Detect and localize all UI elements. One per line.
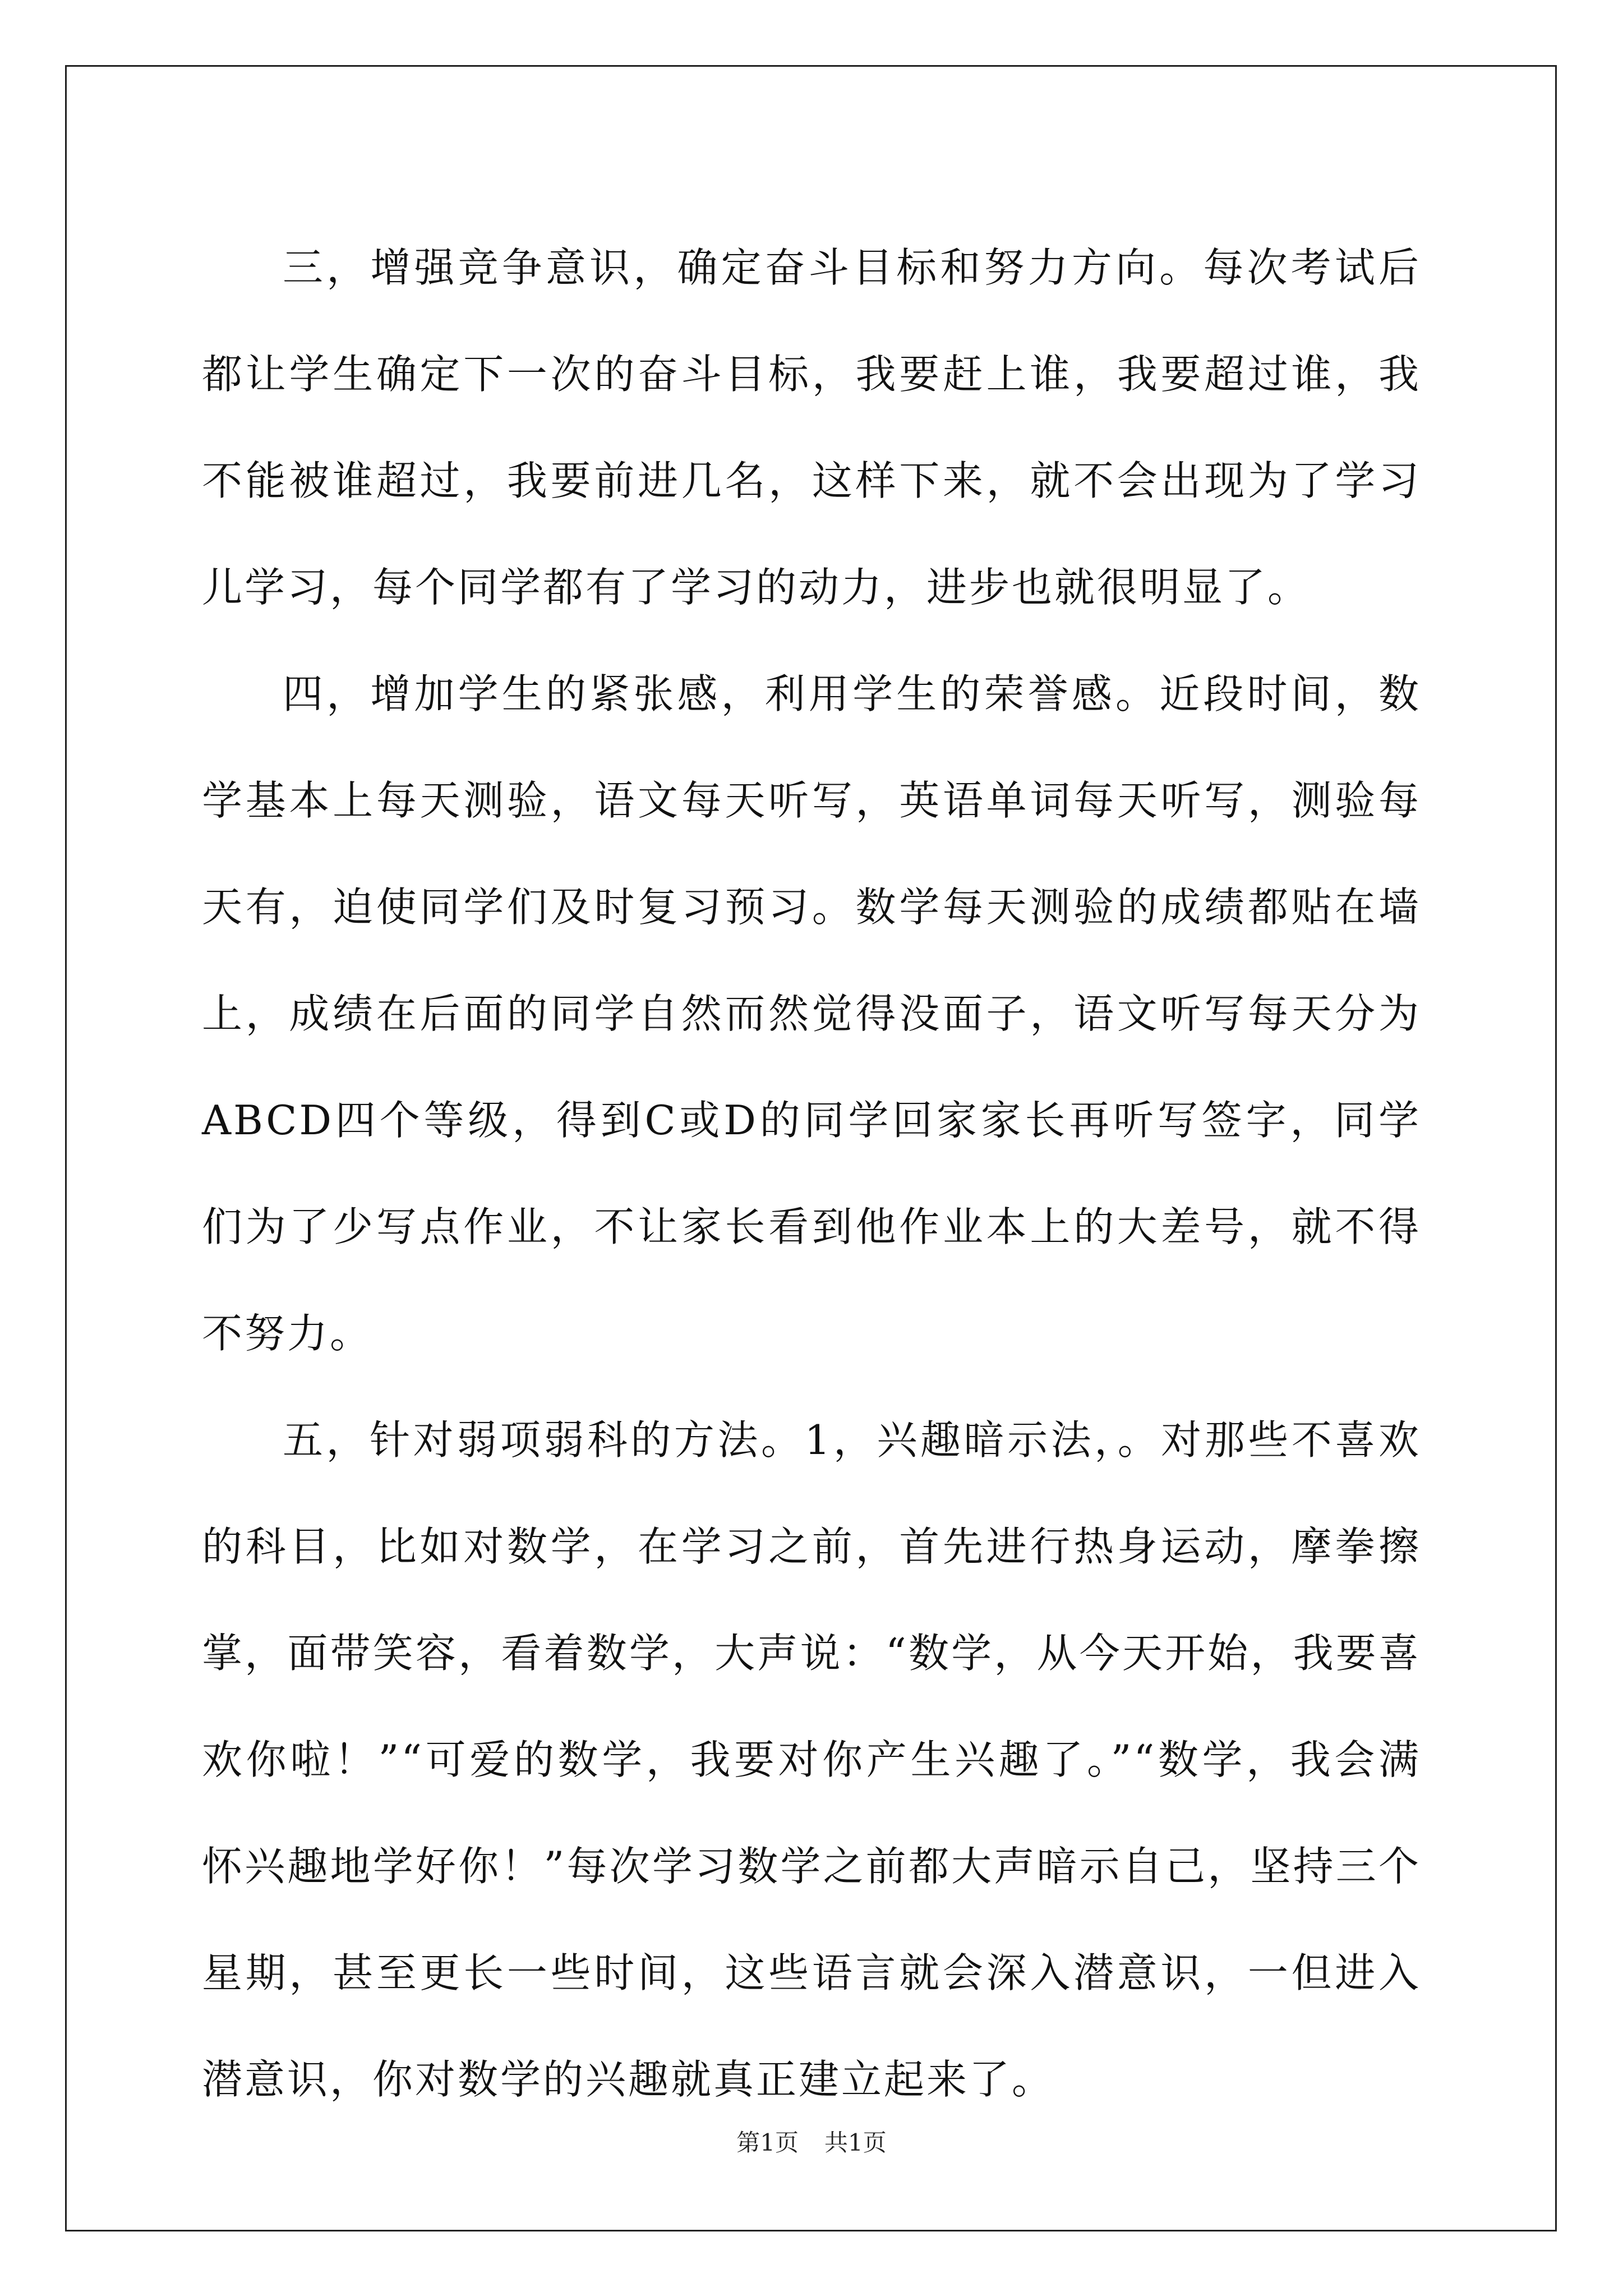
paragraph-4: 四，增加学生的紧张感，利用学生的荣誉感。近段时间，数学基本上每天测验，语文每天听写，英语单词每天听写，测验每天有，迫使同学们及时复习预习。数学每天测验的成绩都贴在墙上，成绩在后面的同学自然而然觉得没面子，语文听写每天分为ABCD四个等级，得到C或D的同学回家家长再听写签字，同学们为了少写点作业，不让家长看到他作业本上的大差号，就不得不努力。 xyxy=(202,670,1421,1357)
paragraph-5: 五，针对弱项弱科的方法。1，兴趣暗示法，。对那些不喜欢的科目，比如对数学，在学习之前，首先进行热身运动，摩拳擦掌，面带笑容，看着数学，大声说：“数学，从今天开始，我要喜欢你啦！”“可爱的数学，我要对你产生兴趣了。”“数学，我会满怀兴趣地学好你！”每次学习数学之前都大声暗示自己，坚持三个星期，甚至更长一些时间，这些语言就会深入潜意识，一但进入潜意识，你对数学的兴趣就真正建立起来了。 xyxy=(202,1416,1421,2103)
paragraph-3: 三，增强竞争意识，确定奋斗目标和努力方向。每次考试后都让学生确定下一次的奋斗目标，我要赶上谁，我要超过谁，我不能被谁超过，我要前进几名，这样下来，就不会出现为了学习儿学习，每个同学都有了学习的动力，进步也就很明显了。 xyxy=(202,244,1421,611)
page-total: 共1页 xyxy=(824,2129,887,2156)
document-body xyxy=(202,214,1421,2133)
page-current: 第1页 xyxy=(736,2129,799,2156)
page-footer xyxy=(0,2126,1623,2160)
